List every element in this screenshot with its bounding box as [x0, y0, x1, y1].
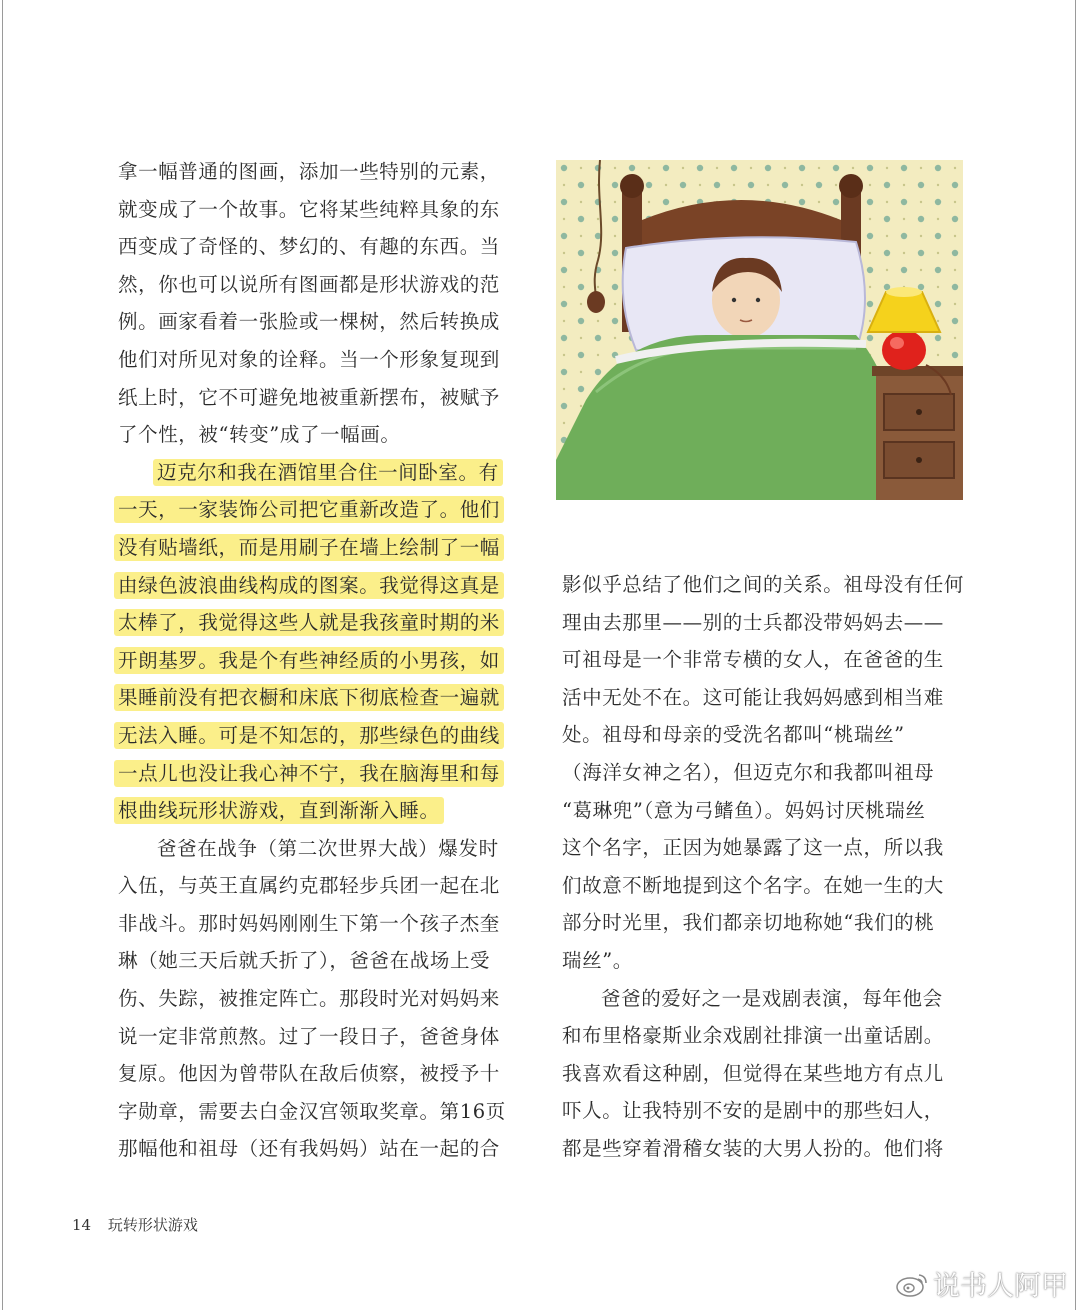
cord-switch — [587, 291, 605, 313]
text-line: 就变成了一个故事。它将某些纯粹具象的东 — [118, 197, 500, 221]
text-line — [118, 567, 526, 605]
text-line: 了个性，被“转变”成了一幅画。 — [118, 423, 401, 447]
text-line: 理由去那里——别的士兵都没带妈妈去—— — [562, 610, 944, 634]
highlighted-text: 太棒了，我觉得这些人就是我孩童时期的米 — [114, 609, 504, 636]
lamp-base — [882, 330, 926, 370]
text-line: 伤、失踪，被推定阵亡。那段时光对妈妈来 — [118, 987, 500, 1011]
text-line — [118, 491, 526, 529]
paragraph-3 — [118, 830, 526, 1168]
text-line: 非战斗。那时妈妈刚刚生下第一个孩子杰奎 — [118, 911, 500, 935]
text-line: 可祖母是一个非常专横的女人，在爸爸的生 — [562, 648, 944, 672]
text-line: 瑞丝”。 — [562, 948, 633, 972]
text-line: 部分时光里，我们都亲切地称她“我们的桃 — [562, 911, 935, 935]
text-line: 都是些穿着滑稽女装的大男人扮的。他们将 — [562, 1136, 944, 1160]
paragraph-2 — [562, 980, 966, 1168]
highlighted-text: 根曲线玩形状游戏，直到渐渐入睡。 — [114, 797, 444, 824]
text-line — [118, 454, 526, 492]
text-line — [118, 604, 526, 642]
highlighted-text: 果睡前没有把衣橱和床底下彻底检查一遍就 — [114, 684, 504, 711]
highlighted-text: 一点儿也没让我心神不宁，我在脑海里和每 — [114, 760, 504, 787]
highlighted-text: 无法入睡。可是不知怎的，那些绿色的曲线 — [114, 722, 504, 749]
weibo-icon — [895, 1269, 929, 1299]
text-line: 吓人。让我特别不安的是剧中的那些妇人， — [562, 1099, 944, 1123]
text-line — [118, 529, 526, 567]
left-column — [118, 153, 526, 1168]
text-line: 爸爸的爱好之一是戏剧表演，每年他会 — [601, 986, 943, 1010]
text-line: 说一定非常煎熬。过了一段日子，爸爸身体 — [118, 1024, 500, 1048]
text-line — [118, 755, 526, 793]
text-line: 复原。他因为曾带队在敌后侦察，被授予十 — [118, 1062, 500, 1086]
book-title: 玩转形状游戏 — [107, 1216, 198, 1234]
paragraph-1 — [118, 153, 526, 454]
text-line — [118, 792, 526, 830]
highlighted-text: 没有贴墙纸，而是用刷子在墙上绘制了一幅 — [114, 534, 504, 561]
text-line: 和布里格豪斯业余戏剧社排演一出童话剧。 — [562, 1024, 944, 1048]
text-line: 拿一幅普通的图画，添加一些特别的元素， — [118, 160, 500, 183]
text-line: 影似乎总结了他们之间的关系。祖母没有任何 — [562, 573, 965, 596]
text-line: 然，你也可以说所有图画都是形状游戏的范 — [118, 272, 500, 296]
text-line: 处。祖母和母亲的受洗名都叫“桃瑞丝” — [562, 723, 905, 747]
highlighted-text: 由绿色波浪曲线构成的图案。我觉得这真是 — [114, 572, 504, 599]
text-line: 字勋章，需要去白金汉宫领取奖章。第16页 — [118, 1099, 506, 1123]
text-line — [118, 642, 526, 680]
highlighted-text: 一天，一家装饰公司把它重新改造了。他们 — [114, 496, 504, 523]
text-line: 例。画家看着一张脸或一棵树，然后转换成 — [118, 310, 500, 334]
boy-in-bed-illustration — [556, 160, 963, 500]
text-line: 这个名字，正因为她暴露了这一点，所以我 — [562, 836, 944, 860]
highlighted-text: 迈克尔和我在酒馆里合住一间卧室。有 — [153, 459, 503, 486]
text-line: 我喜欢看这种剧，但觉得在某些地方有点儿 — [562, 1061, 944, 1085]
page-number: 14 — [72, 1216, 92, 1234]
text-line — [118, 717, 526, 755]
highlighted-text: 开朗基罗。我是个有些神经质的小男孩，如 — [114, 647, 504, 674]
paragraph-2-highlighted — [118, 454, 526, 830]
text-line: 西变成了奇怪的、梦幻的、有趣的东西。当 — [118, 235, 500, 259]
text-line: 活中无处不在。这可能让我妈妈感到相当难 — [562, 685, 944, 709]
text-line: 琳（她三天后就夭折了），爸爸在战场上受 — [118, 949, 491, 973]
text-line: 那幅他和祖母（还有我妈妈）站在一起的合 — [118, 1137, 500, 1161]
text-line: （海洋女神之名），但迈克尔和我都叫祖母 — [562, 760, 935, 784]
text-line: “葛琳兜”（意为弓鳍鱼）。妈妈讨厌桃瑞丝 — [562, 798, 926, 822]
text-line — [118, 679, 526, 717]
paragraph-1 — [562, 566, 966, 980]
text-line: 纸上时，它不可避免地被重新摆布，被赋予 — [118, 385, 500, 409]
text-line: 入伍，与英王直属约克郡轻步兵团一起在北 — [118, 874, 500, 898]
text-line: 爸爸在战争（第二次世界大战）爆发时 — [157, 836, 499, 860]
text-line: 他们对所见对象的诠释。当一个形象复现到 — [118, 347, 500, 371]
page-footer — [72, 1214, 198, 1235]
watermark-text: 说书人阿甲 — [933, 1271, 1068, 1302]
text-line: 们故意不断地提到这个名字。在她一生的大 — [562, 873, 944, 897]
watermark — [895, 1264, 1068, 1303]
right-column — [562, 566, 966, 1168]
